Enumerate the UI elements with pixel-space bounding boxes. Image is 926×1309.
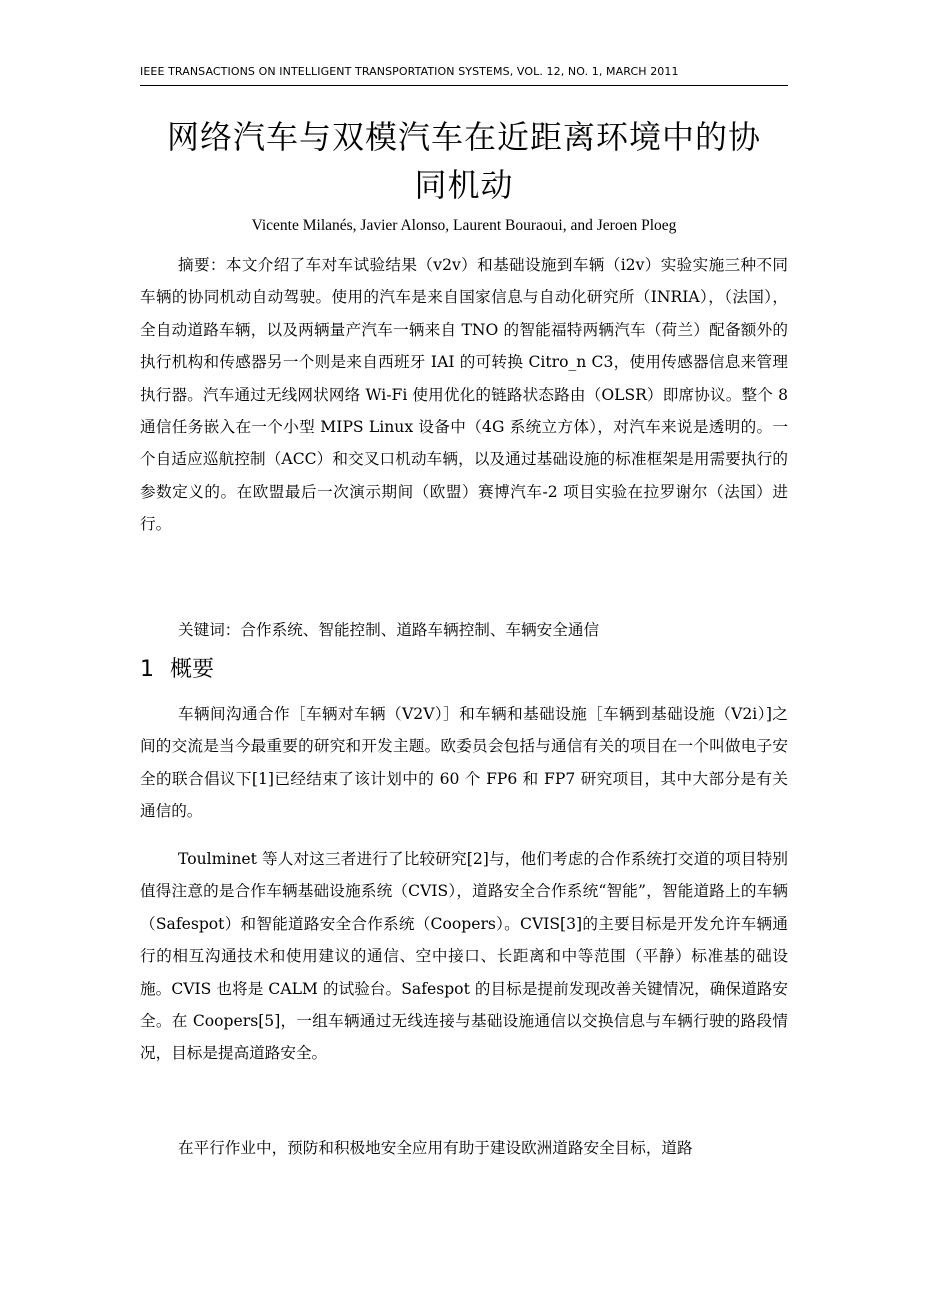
author-list: Vicente Milanés, Javier Alonso, Laurent Bouraoui, and Jeroen Ploeg: [251, 217, 677, 234]
paper-title: [140, 113, 788, 209]
running-head: IEEE TRANSACTIONS ON INTELLIGENT TRANSPORTATION SYSTEMS, VOL. 12, NO. 1, MARCH 2011: [140, 65, 679, 78]
body-paragraph-3: 在平行作业中，预防和积极地安全应用有助于建设欧洲道路安全目标，道路: [178, 1139, 693, 1157]
section-number: 1: [140, 657, 154, 682]
section-title: 概要: [170, 657, 215, 682]
keywords-paragraph: 关键词：合作系统、智能控制、道路车辆控制、车辆安全通信: [178, 621, 600, 639]
body-paragraph-2: Toulminet 等人对这三者进行了比较研究[2]与，他们考虑的合作系统打交道的项目特别值得注意的是合作车辆基础设施系统（CVIS），道路安全合作系统“智能”，智能道路上的车辆（Safespot）和智能道路安全合作系统（Coopers）。CVIS[3]的主要目标是开发允许车辆通行的相互沟通技术和使用建议的通信、空中接口、长距离和中等范围（平静）标准基的础设施。CVIS 也将是 CALM 的试验台。Safespot 的目标是提前发现改善关键情况，确保道路安全。在 Coopers[5]，一组车辆通过无线连接与基础设施通信以交换信息与车辆行驶的路段情况，目标是提高道路安全。: [140, 850, 788, 1063]
title-line-2: 同机动: [414, 166, 514, 204]
section-heading: [140, 654, 214, 686]
title-line-1: 网络汽车与双模汽车在近距离环境中的协: [166, 118, 761, 156]
abstract-paragraph: 摘要：本文介绍了车对车试验结果（v2v）和基础设施到车辆（i2v）实验实施三种不同车辆的协同机动自动驾驶。使用的汽车是来自国家信息与自动化研究所（INRIA），（法国），全自动道路车辆，以及两辆量产汽车一辆来自 TNO 的智能福特两辆汽车（荷兰）配备额外的执行机构和传感器另一个则是来自西班牙 IAI 的可转换 Citro_n C3，使用传感器信息来管理执行器。汽车通过无线网状网络 Wi-Fi 使用优化的链路状态路由（OLSR）即席协议。整个 8 通信任务嵌入在一个小型 MIPS Linux 设备中（4G 系统立方体），对汽车来说是透明的。一个自适应巡航控制（ACC）和交叉口机动车辆，以及通过基础设施的标准框架是用需要执行的参数定义的。在欧盟最后一次演示期间（欧盟）赛博汽车-2 项目实验在拉罗谢尔（法国）进行。: [140, 256, 788, 534]
body-paragraph-1: 车辆间沟通合作［车辆对车辆（V2V）］和车辆和基础设施［车辆到基础设施（V2i）]之间的交流是当今最重要的研究和开发主题。欧委员会包括与通信有关的项目在一个叫做电子安全的联合倡议下[1]已经结束了该计划中的 60 个 FP6 和 FP7 研究项目，其中大部分是有关通信的。: [140, 705, 788, 821]
header-rule: [140, 85, 788, 86]
